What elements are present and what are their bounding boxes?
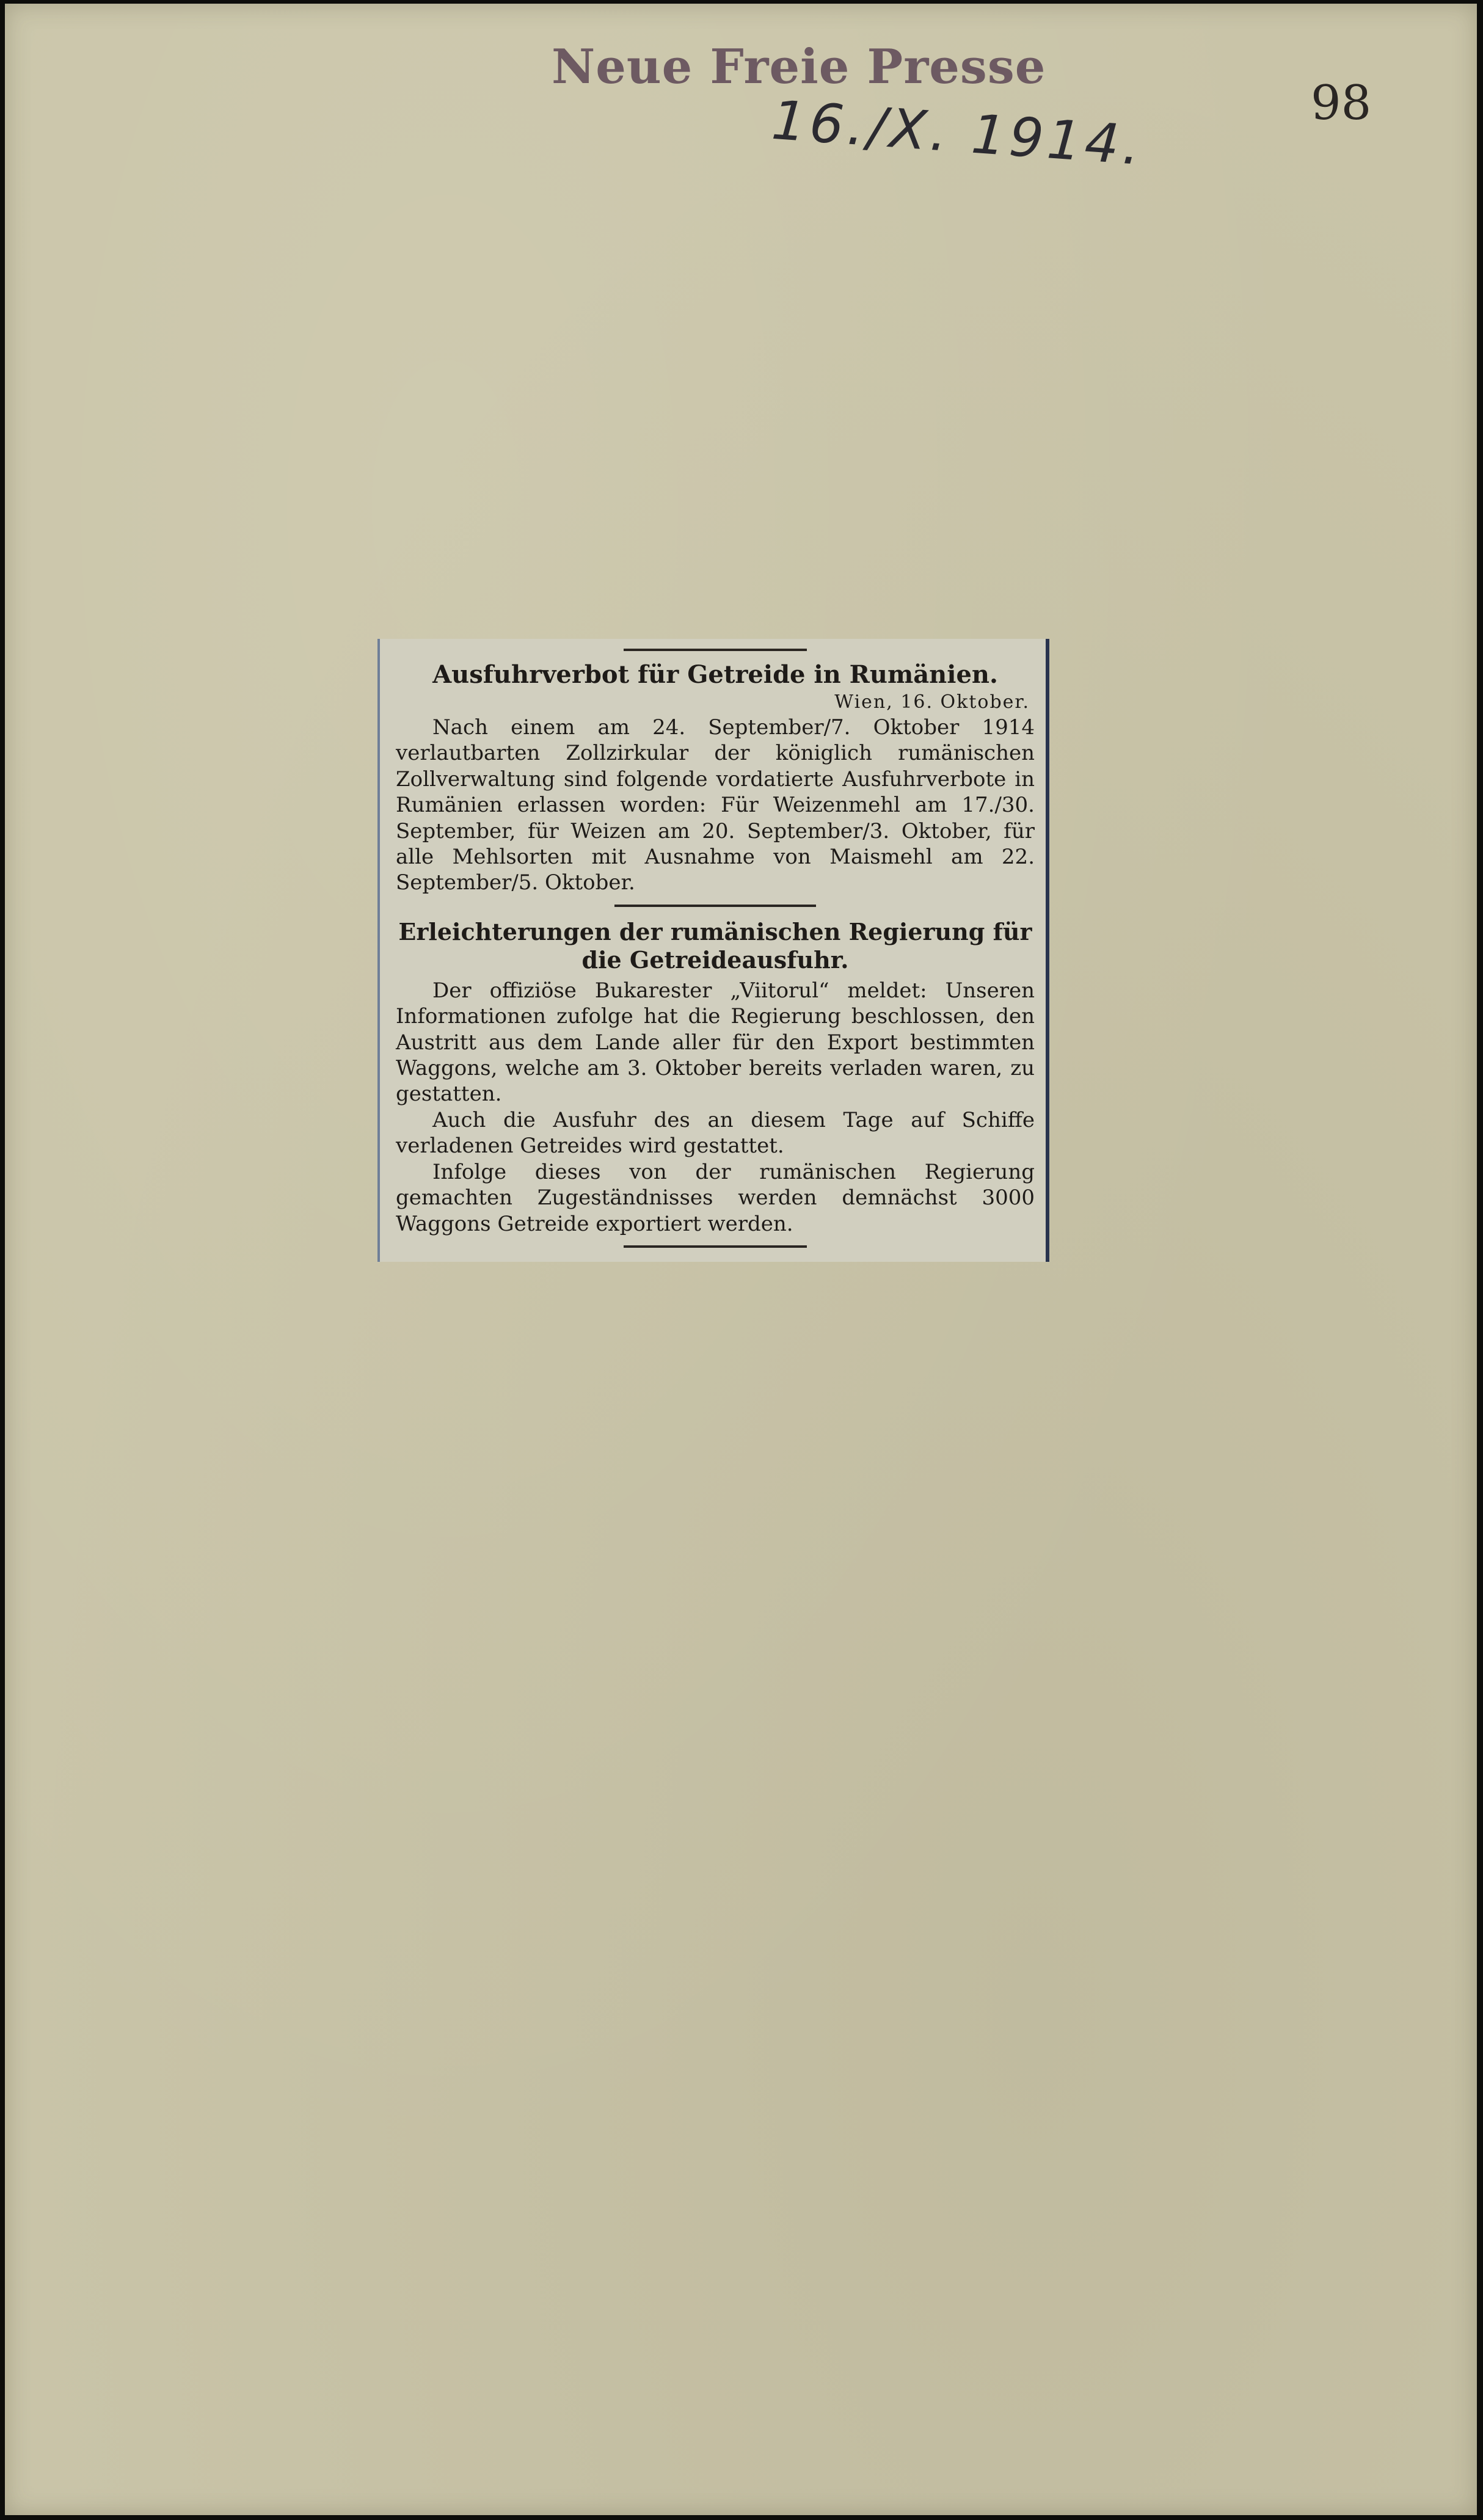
article2-paragraph: Auch die Ausfuhr des an diesem Tage auf Schiffe verladenen Getreides wird gestattet.: [396, 1107, 1035, 1159]
article1-dateline: Wien, 16. Oktober.: [834, 691, 1030, 713]
divider-rule: [624, 649, 807, 651]
newspaper-stamp: Neue Freie Presse: [552, 39, 1046, 95]
newspaper-clipping: [377, 639, 1049, 1262]
article2-paragraph: Infolge dieses von der rumänischen Regierung gemachten Zugeständnisses werden demnächst 3000 Waggons Getreide exportiert werden.: [396, 1159, 1035, 1236]
article1-body: Nach einem am 24. September/7. Oktober 1914 verlautbarten Zollzirkular der königlich rumänischen Zollverwaltung sind folgende vordatierte Ausfuhrverbote in Rumänien erlassen worden: Für Weizenmehl am 17./30. September, für Weizen am 20. September/3. Oktober, für alle Mehlsorten mit Ausnahme von Maismehl am 22. September/5. Oktober.: [396, 715, 1035, 895]
article2-paragraph: Der offiziöse Bukarester „Viitorul“ meldet: Unseren Informationen zufolge hat die Regierung beschlossen, den Austritt aus dem Lande aller für den Export bestimmten Waggons, welche am 3. Oktober bereits verladen waren, zu gestatten.: [396, 978, 1035, 1107]
divider-rule: [624, 1245, 807, 1248]
divider-rule: [614, 905, 816, 907]
page-number: 98: [1311, 76, 1372, 131]
handwritten-date: 16./X. 1914.: [770, 88, 1146, 178]
article2-headline: Erleichterungen der rumänischen Regierung für die Getreideausfuhr.: [398, 917, 1032, 974]
archive-sheet: [5, 4, 1477, 2515]
article1-headline: Ausfuhrverbot für Getreide in Rumänien.: [432, 660, 998, 689]
